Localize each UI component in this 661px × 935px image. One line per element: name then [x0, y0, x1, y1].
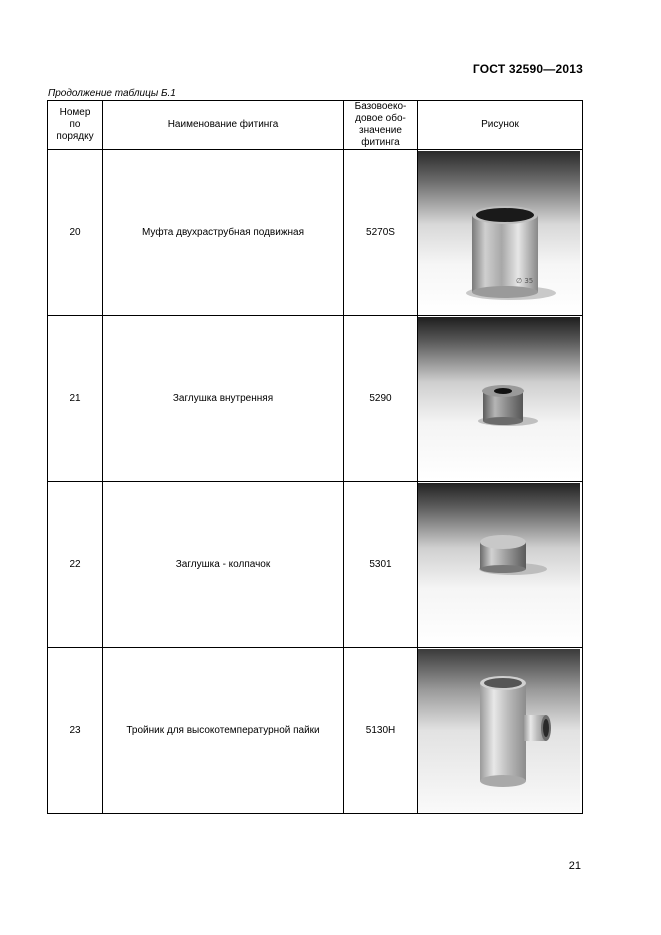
fitting-code: 5270S — [344, 150, 418, 316]
col-header-picture: Рисунок — [418, 101, 583, 150]
cap-photo — [418, 483, 580, 646]
table-header-row — [48, 101, 583, 150]
fitting-name: Заглушка - колпачок — [103, 482, 344, 648]
row-number: 22 — [48, 482, 103, 648]
fitting-name: Муфта двухраструбная подвижная — [103, 150, 344, 316]
col-header-number: Номер по порядку — [48, 101, 103, 150]
col-header-name: Наименование фитинга — [103, 101, 344, 150]
table-caption: Продолжение таблицы Б.1 — [48, 88, 176, 99]
table-row — [48, 150, 583, 316]
fittings-table — [47, 100, 583, 814]
fitting-name: Заглушка внутренняя — [103, 316, 344, 482]
fitting-code: 5130H — [344, 648, 418, 814]
fitting-code: 5290 — [344, 316, 418, 482]
standard-code: ГОСТ 32590—2013 — [472, 62, 583, 76]
fitting-picture — [418, 150, 583, 316]
table-row — [48, 316, 583, 482]
svg-text:∅ 35: ∅ 35 — [516, 277, 534, 285]
table-row — [48, 482, 583, 648]
col-header-code: Базовоеко-довое обо-значение фитинга — [344, 101, 418, 150]
row-number: 23 — [48, 648, 103, 814]
page-number: 21 — [568, 860, 581, 872]
row-number: 21 — [48, 316, 103, 482]
fitting-code: 5301 — [344, 482, 418, 648]
row-number: 20 — [48, 150, 103, 316]
fitting-picture — [418, 316, 583, 482]
coupling-photo — [418, 151, 580, 314]
fitting-picture — [418, 482, 583, 648]
table-row — [48, 648, 583, 814]
internal-plug-photo — [418, 317, 580, 480]
fitting-picture — [418, 648, 583, 814]
tee-photo — [418, 649, 580, 812]
fitting-name: Тройник для высокотемпературной пайки — [103, 648, 344, 814]
